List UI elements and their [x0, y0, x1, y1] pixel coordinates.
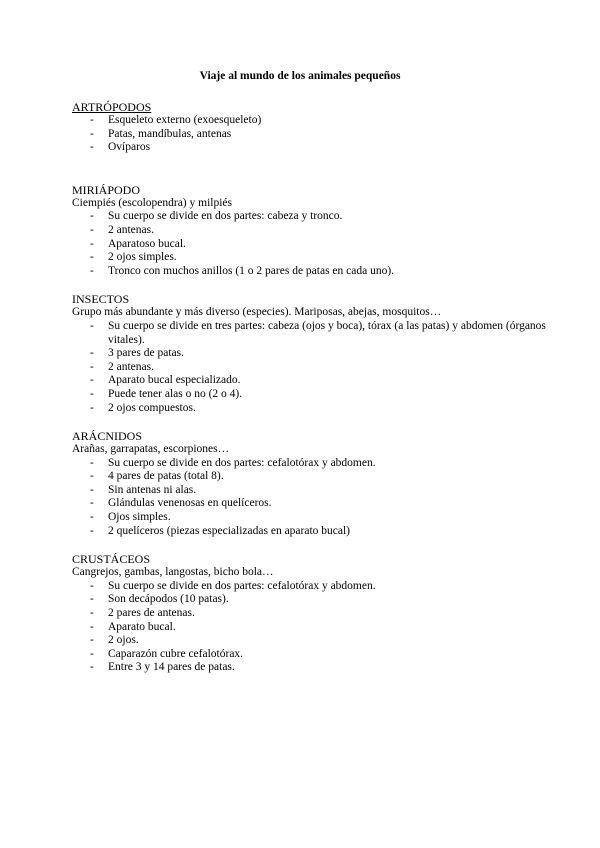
section-intro: Grupo más abundante y más diverso (especies). Mariposas, abejas, mosquitos…	[72, 306, 442, 319]
list-item	[72, 497, 572, 511]
list-item-text: Aparato bucal.	[108, 620, 176, 633]
dash-bullet-icon: -	[90, 264, 94, 277]
dash-bullet-icon: -	[90, 470, 94, 483]
list-item-text: Su cuerpo se divide en dos partes: cefalotórax y abdomen.	[108, 579, 376, 592]
page-title: Viaje al mundo de los animales pequeños	[199, 70, 401, 82]
list-item-text: Su cuerpo se divide en dos partes: cefalotórax y abdomen.	[108, 456, 376, 469]
list-item	[72, 402, 572, 416]
list-item-text: Su cuerpo se divide en tres partes: cabeza (ojos y boca), tórax (a las patas) y abdomen (órganos vitales).	[108, 319, 546, 346]
dash-bullet-icon: -	[90, 347, 94, 360]
dash-bullet-icon: -	[90, 524, 94, 537]
list-item-text: Son decápodos (10 patas).	[108, 593, 229, 606]
section-intro: Cangrejos, gambas, langostas, bicho bola…	[72, 566, 274, 579]
section-0	[72, 100, 572, 155]
section-heading: ARÁCNIDOS	[72, 429, 143, 444]
list-item-text: 2 pares de antenas.	[108, 607, 195, 620]
list-item	[72, 648, 572, 662]
bullet-list	[72, 580, 572, 675]
list-item-text: Patas, mandíbulas, antenas	[108, 127, 232, 140]
list-item	[72, 238, 572, 252]
dash-bullet-icon: -	[90, 647, 94, 660]
list-item-text: Glándulas venenosas en quelíceros.	[108, 497, 272, 510]
list-item	[72, 114, 572, 128]
list-item-text: Caparazón cubre cefalotórax.	[108, 647, 244, 660]
list-item-text: 2 quelíceros (piezas especializadas en aparato bucal)	[108, 524, 351, 537]
dash-bullet-icon: -	[90, 634, 94, 647]
dash-bullet-icon: -	[90, 456, 94, 469]
dash-bullet-icon: -	[90, 579, 94, 592]
list-item-text: 3 pares de patas.	[108, 347, 184, 360]
list-item	[72, 128, 572, 142]
dash-bullet-icon: -	[90, 114, 94, 126]
list-item-text: 2 ojos.	[108, 634, 139, 647]
bullet-list	[72, 320, 572, 415]
section-heading: ARTRÓPODOS	[72, 100, 152, 114]
section-intro: Ciempiés (escolopendra) y milpiés	[72, 196, 233, 209]
list-item	[72, 525, 572, 539]
list-item-text: Su cuerpo se divide en dos partes: cabeza y tronco.	[108, 210, 343, 223]
list-item	[72, 210, 572, 224]
list-item	[72, 224, 572, 238]
dash-bullet-icon: -	[90, 620, 94, 633]
dash-bullet-icon: -	[90, 497, 94, 510]
list-item-text: Puede tener alas o no (2 o 4).	[108, 387, 243, 400]
list-item-text: 2 antenas.	[108, 360, 154, 373]
section-intro: Arañas, garrapatas, escorpiones…	[72, 443, 230, 456]
list-item-text: Ojos simples.	[108, 511, 171, 524]
list-item-text: Esqueleto externo (exoesqueleto)	[108, 114, 262, 126]
section-heading: INSECTOS	[72, 292, 130, 307]
dash-bullet-icon: -	[90, 593, 94, 606]
section-4	[72, 552, 572, 675]
list-item	[72, 484, 572, 498]
list-item-text: Ovíparos	[108, 141, 151, 154]
list-item	[72, 621, 572, 635]
section-2	[72, 292, 572, 415]
dash-bullet-icon: -	[90, 237, 94, 250]
list-item-text: Sin antenas ni alas.	[108, 483, 197, 496]
section-3	[72, 429, 572, 538]
dash-bullet-icon: -	[90, 210, 94, 223]
dash-bullet-icon: -	[90, 607, 94, 620]
list-item	[72, 634, 572, 648]
list-item	[72, 251, 572, 265]
bullet-list	[72, 114, 572, 155]
dash-bullet-icon: -	[90, 401, 94, 414]
bullet-list	[72, 210, 572, 278]
list-item	[72, 388, 572, 402]
dash-bullet-icon: -	[90, 127, 94, 140]
list-item	[72, 347, 572, 361]
list-item-text: 2 ojos simples.	[108, 251, 177, 264]
list-item	[72, 593, 572, 607]
list-item	[72, 265, 572, 279]
section-heading: MIRIÁPODO	[72, 182, 141, 197]
dash-bullet-icon: -	[90, 223, 94, 236]
list-item-text: Tronco con muchos anillos (1 o 2 pares de patas en cada uno).	[108, 264, 395, 277]
document-body	[72, 100, 572, 689]
dash-bullet-icon: -	[90, 483, 94, 496]
list-item	[72, 141, 572, 155]
dash-bullet-icon: -	[90, 141, 94, 154]
dash-bullet-icon: -	[90, 374, 94, 387]
dash-bullet-icon: -	[90, 387, 94, 400]
list-item	[72, 661, 572, 675]
bullet-list	[72, 457, 572, 539]
list-item-text: 2 antenas.	[108, 223, 154, 236]
list-item	[72, 607, 572, 621]
list-item-text: Aparatoso bucal.	[108, 237, 186, 250]
list-item-text: Entre 3 y 14 pares de patas.	[108, 661, 235, 674]
list-item-text: Aparato bucal especializado.	[108, 374, 241, 387]
section-heading: CRUSTÁCEOS	[72, 552, 151, 567]
list-item	[72, 580, 572, 594]
list-item	[72, 511, 572, 525]
section-1	[72, 183, 572, 279]
list-item	[72, 457, 572, 471]
list-item	[72, 470, 572, 484]
dash-bullet-icon: -	[90, 251, 94, 264]
list-item	[72, 374, 572, 388]
list-item	[72, 361, 572, 375]
list-item-text: 4 pares de patas (total 8).	[108, 470, 224, 483]
dash-bullet-icon: -	[90, 661, 94, 674]
list-item-text: 2 ojos compuestos.	[108, 401, 196, 414]
dash-bullet-icon: -	[90, 511, 94, 524]
list-item	[72, 320, 572, 347]
dash-bullet-icon: -	[90, 360, 94, 373]
dash-bullet-icon: -	[90, 319, 94, 332]
